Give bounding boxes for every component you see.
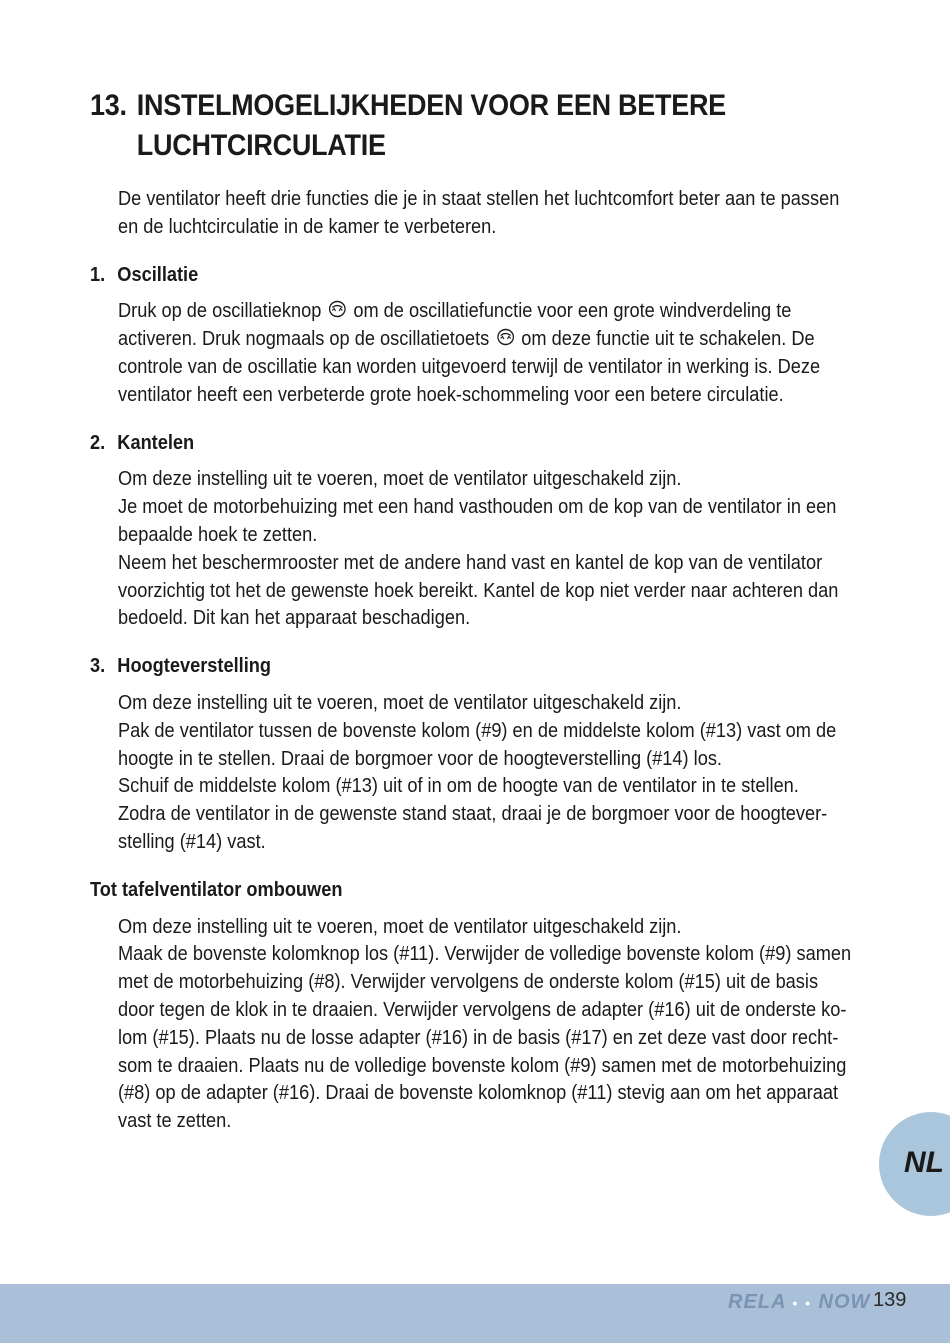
heading-text: Oscillatie <box>117 263 199 286</box>
paragraph-line: ventilator heeft een verbeterde grote hoek-schommeling voor een betere circulatie. <box>118 383 784 406</box>
paragraph-line: bedoeld. Dit kan het apparaat beschadigen. <box>118 607 471 630</box>
text-run: Druk op de oscillatieknop <box>118 300 322 323</box>
heading-number: 3. <box>90 655 106 678</box>
paragraph-line: Je moet de motorbehuizing met een hand vasthouden om de kop van de ventilator in een <box>118 496 837 519</box>
heading-text: Hoogteverstelling <box>117 655 272 678</box>
section-heading-tafelventilator <box>90 877 793 905</box>
paragraph-line: Zodra de ventilator in de gewenste stand staat, draai je de borgmoer voor de hoogtever- <box>118 803 828 826</box>
section-heading-kantelen <box>90 430 793 458</box>
page-title <box>90 86 792 166</box>
section-number: 13. <box>90 89 127 122</box>
brand-text-left: RELA <box>728 1291 786 1313</box>
heading-number: 1. <box>90 263 106 286</box>
oscillation-icon <box>496 328 514 346</box>
brand-logo <box>728 1291 870 1314</box>
heading-number: 2. <box>90 431 106 454</box>
language-tab-label: NL <box>904 1146 944 1179</box>
paragraph-line: lom (#15). Plaats nu de losse adapter (#16) in de basis (#17) en zet deze vast door recht- <box>118 1026 839 1049</box>
oscillation-icon <box>328 300 346 318</box>
paragraph-line: controle van de oscillatie kan worden uitgevoerd terwijl de ventilator in werking is. Deze <box>118 355 821 378</box>
title-line-1: INSTELMOGELIJKHEDEN VOOR EEN BETERE <box>136 89 726 122</box>
paragraph-line: Maak de bovenste kolomknop los (#11). Verwijder de volledige bovenste kolom (#9) samen <box>118 943 852 966</box>
text-run: activeren. Druk nogmaals op de oscillatietoets <box>118 328 490 351</box>
paragraph-line: Om deze instelling uit te voeren, moet de ventilator uitgeschakeld zijn. <box>118 691 682 714</box>
section-heading-hoogteverstelling <box>90 653 793 681</box>
section-heading-oscillatie <box>90 262 793 290</box>
paragraph-line: Pak de ventilator tussen de bovenste kolom (#9) en de middelste kolom (#13) vast om de <box>118 719 837 742</box>
text-run: om de oscillatiefunctie voor een grote windverdeling te <box>353 300 792 323</box>
paragraph-line <box>118 298 864 326</box>
paragraph-line: som te draaien. Plaats nu de volledige bovenste kolom (#9) samen met de motorbehuizing <box>118 1054 847 1077</box>
page-content <box>90 186 863 1136</box>
paragraph-line: stelling (#14) vast. <box>118 830 266 853</box>
paragraph-line <box>118 326 864 354</box>
paragraph-line: Schuif de middelste kolom (#13) uit of in om de hoogte van de ventilator in te stellen. <box>118 775 799 798</box>
heading-text: Tot tafelventilator ombouwen <box>90 878 343 901</box>
brand-dots: • • <box>792 1295 812 1311</box>
paragraph-line: voorzichtig tot het de gewenste hoek bereikt. Kantel de kop niet verder naar achteren dan <box>118 579 839 602</box>
paragraph-line: vast te zetten. <box>118 1110 232 1133</box>
text-run: om deze functie uit te schakelen. De <box>521 328 815 351</box>
paragraph-line: door tegen de klok in te draaien. Verwijder vervolgens de adapter (#16) uit de onderste ko- <box>118 998 847 1021</box>
title-line-2: LUCHTCIRCULATIE <box>136 129 386 162</box>
intro-line: De ventilator heeft drie functies die je in staat stellen het luchtcomfort beter aan te passen <box>118 188 840 210</box>
paragraph-line: met de motorbehuizing (#8). Verwijder vervolgens de onderste kolom (#15) uit de basis <box>118 971 819 994</box>
paragraph-line: (#8) op de adapter (#16). Draai de bovenste kolomknop (#11) stevig aan om het apparaat <box>118 1082 839 1105</box>
intro-line: en de luchtcirculatie in de kamer te verbeteren. <box>118 215 497 238</box>
paragraph-line: hoogte in te stellen. Draai de borgmoer voor de hoogteverstelling (#14) los. <box>118 747 722 770</box>
paragraph-line: bepaalde hoek te zetten. <box>118 523 318 546</box>
paragraph-line: Neem het beschermrooster met de andere hand vast en kantel de kop van de ventilator <box>118 551 823 574</box>
brand-text-right: NOW <box>818 1291 871 1313</box>
paragraph-line: Om deze instelling uit te voeren, moet de ventilator uitgeschakeld zijn. <box>118 468 682 491</box>
paragraph-line: Om deze instelling uit te voeren, moet de ventilator uitgeschakeld zijn. <box>118 915 682 938</box>
heading-text: Kantelen <box>117 431 195 454</box>
page-number: 139 <box>873 1289 907 1311</box>
